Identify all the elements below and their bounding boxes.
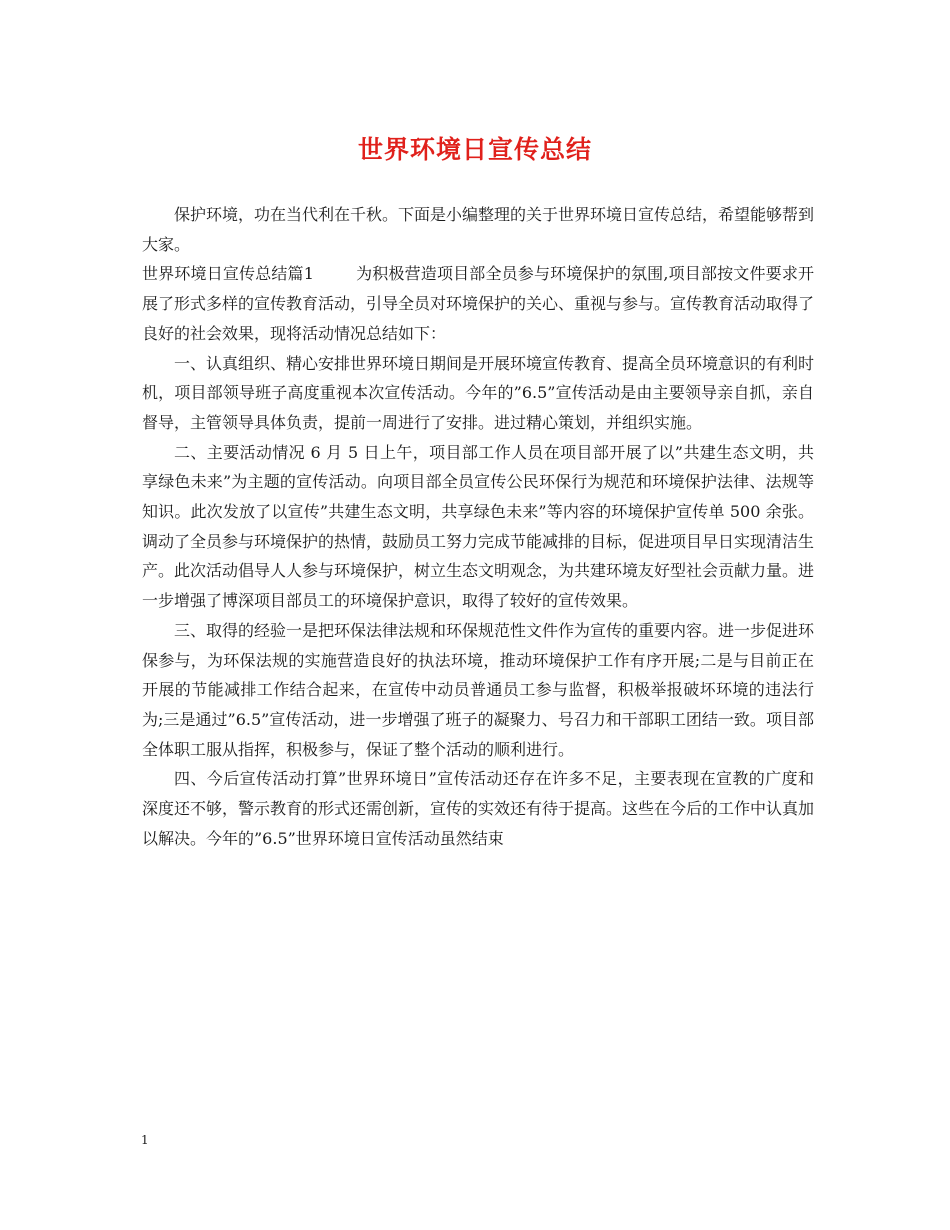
paragraph-future-plans: 四、今后宣传活动打算”世界环境日”宣传活动还存在许多不足，主要表现在宣教的广度和深度还不够，警示教育的形式还需创新，宣传的实效还有待于提高。这些在今后的工作中认真加以解决。今年的”6.5”世界环境日宣传活动虽然结束 bbox=[142, 769, 815, 848]
document-body bbox=[142, 200, 814, 853]
paragraph-experience: 三、取得的经验一是把环保法律法规和环保规范性文件作为宣传的重要内容。进一步促进环保参与，为环保法规的实施营造良好的执法环境，推动环境保护工作有序开展;二是与目前正在开展的节能减排工作结合起来，在宣传中动员普通员工参与监督，积极举报破坏环境的违法行为;三是通过”6.5”宣传活动，进一步增强了班子的凝聚力、号召力和干部职工团结一致。项目部全体职工服从指挥，积极参与，保证了整个活动的顺利进行。 bbox=[142, 620, 815, 759]
paragraph-organization: 一、认真组织、精心安排世界环境日期间是开展环境宣传教育、提高全员环境意识的有利时机，项目部领导班子高度重视本次宣传活动。今年的”6.5”宣传活动是由主要领导亲自抓，亲自督导，主管领导具体负责，提前一周进行了安排。进过精心策划，并组织实施。 bbox=[142, 353, 815, 432]
document-title: 世界环境日宣传总结 bbox=[357, 135, 592, 164]
intro-paragraph: 保护环境，功在当代利在千秋。下面是小编整理的关于世界环境日宣传总结，希望能够帮到大家。 bbox=[142, 205, 815, 254]
page-number: 1 bbox=[141, 1133, 149, 1147]
section-paragraph bbox=[142, 259, 814, 348]
section-heading: 世界环境日宣传总结篇1 bbox=[142, 264, 314, 284]
paragraph-activities: 二、主要活动情况 6 月 5 日上午，项目部工作人员在项目部开展了以”共建生态文明，共享绿色未来”为主题的宣传活动。向项目部全员宣传公民环保行为规范和环境保护法律、法规等知识。此次发放了以宣传”共建生态文明，共享绿色未来”等内容的环境保护宣传单 500 余张。调动了全员参与环境保护的热情，鼓励员工努力完成节能减排的目标，促进项目早日实现清洁生产。此次活动倡导人人参与环境保护，树立生态文明观念，为共建环境友好型社会贡献力量。进一步增强了博深项目部员工的环境保护意识，取得了较好的宣传效果。 bbox=[142, 442, 815, 611]
section-lead: 为积极营造项目部全员参与环境保护的氛围,项目部按文件要求开展了形式多样的宣传教育活动，引导全员对环境保护的关心、重视与参与。宣传教育活动取得了良好的社会效果，现将活动情况总结如下： bbox=[142, 264, 815, 343]
